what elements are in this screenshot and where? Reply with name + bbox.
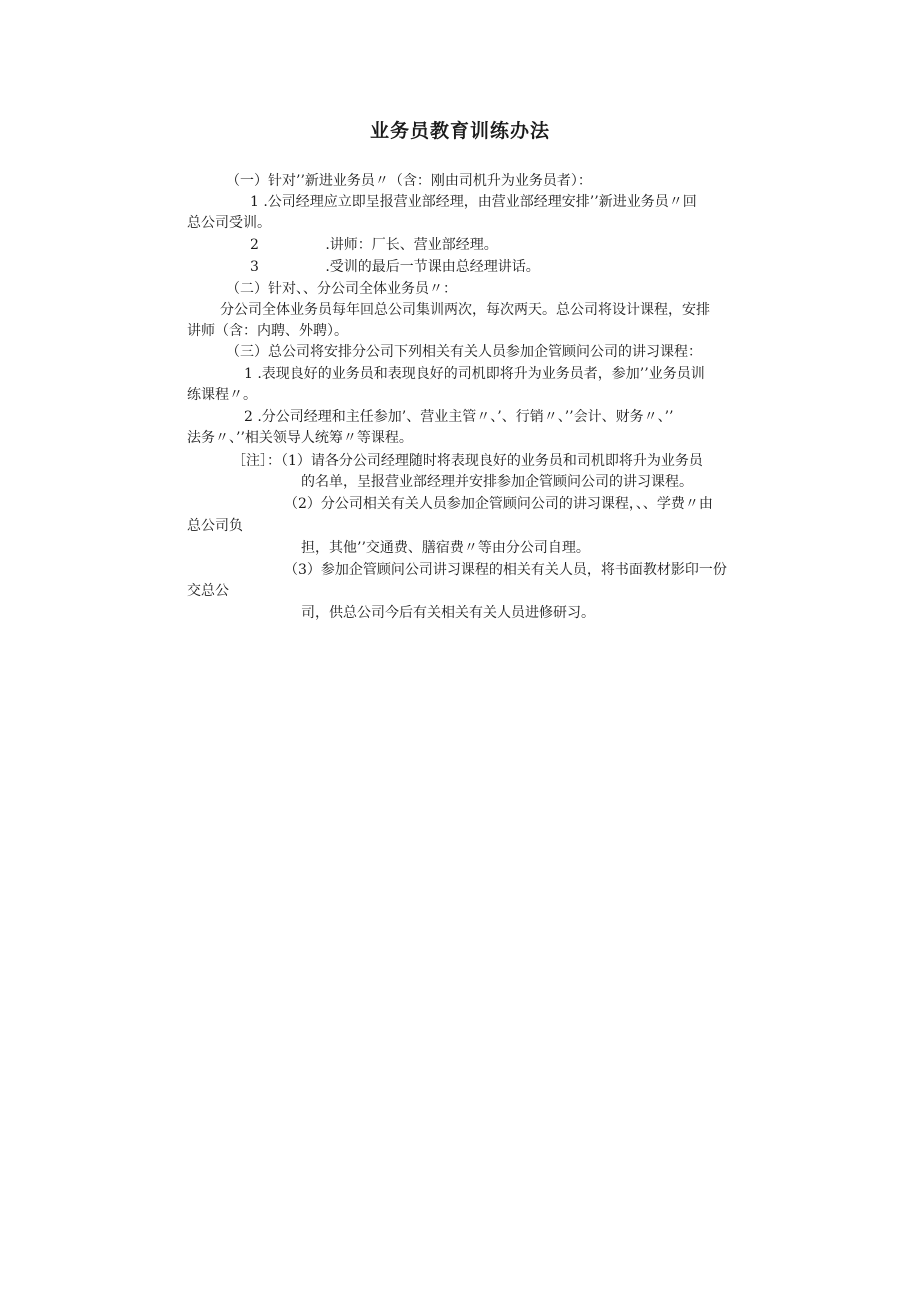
note-1-cont: 的名单，呈报营业部经理并安排参加企管顾问公司的讲习课程。 (301, 474, 693, 490)
note-2-cont: 总公司负 (187, 518, 243, 534)
section-2-heading: （二）针对、、分公司全体业务员〃： (226, 281, 457, 297)
section-3-item-2: 2 .分公司经理和主任参加’、营业主管〃、’、行销〃、’’会计、财务〃、’’ (244, 409, 674, 425)
note-1: ［注］：（1）请各分公司经理随时将表现良好的业务员和司机即将升为业务员 (232, 453, 703, 469)
section-3-item-1-cont: 练课程〃。 (187, 387, 257, 403)
note-2-cont-2: 担，其他’’交通费、膳宿费〃等由分公司自理。 (301, 540, 590, 556)
section-1-item-3: 3 .受训的最后一节课由总经理讲话。 (250, 259, 540, 275)
note-3-cont-2: 司，供总公司今后有关相关有关人员进修研习。 (301, 605, 595, 621)
section-1-heading: （一）针对’’新进业务员〃（含：刚由司机升为业务员者）： (226, 173, 592, 189)
note-3: （3）参加企管顾问公司讲习课程的相关有关人员，将书面教材影印一份 (284, 562, 727, 578)
note-3-cont: 交总公 (187, 583, 229, 599)
section-3-item-1: 1 .表现良好的业务员和表现良好的司机即将升为业务员者，参加’’业务员训 (244, 366, 705, 382)
section-1-item-1: 1 .公司经理应立即呈报营业部经理，由营业部经理安排’’新进业务员〃回 (250, 194, 697, 210)
section-3-heading: （三）总公司将安排分公司下列相关有关人员参加企管顾问公司的讲习课程： (226, 344, 702, 360)
section-1-item-1-cont: 总公司受训。 (187, 215, 271, 231)
section-2-paragraph-cont: 讲师（含：内聘、外聘）。 (187, 323, 348, 339)
section-1-item-2: 2 .讲师：厂长、营业部经理。 (250, 237, 498, 253)
note-2: （2）分公司相关有关人员参加企管顾问公司的讲习课程，、、学费〃由 (284, 496, 713, 512)
document-title: 业务员教育训练办法 (369, 120, 550, 142)
section-2-paragraph: 分公司全体业务员每年回总公司集训两次，每次两天。总公司将设计课程，安排 (220, 302, 710, 318)
section-3-item-2-cont: 法务〃、’’相关领导人统筹〃等课程。 (187, 430, 413, 446)
